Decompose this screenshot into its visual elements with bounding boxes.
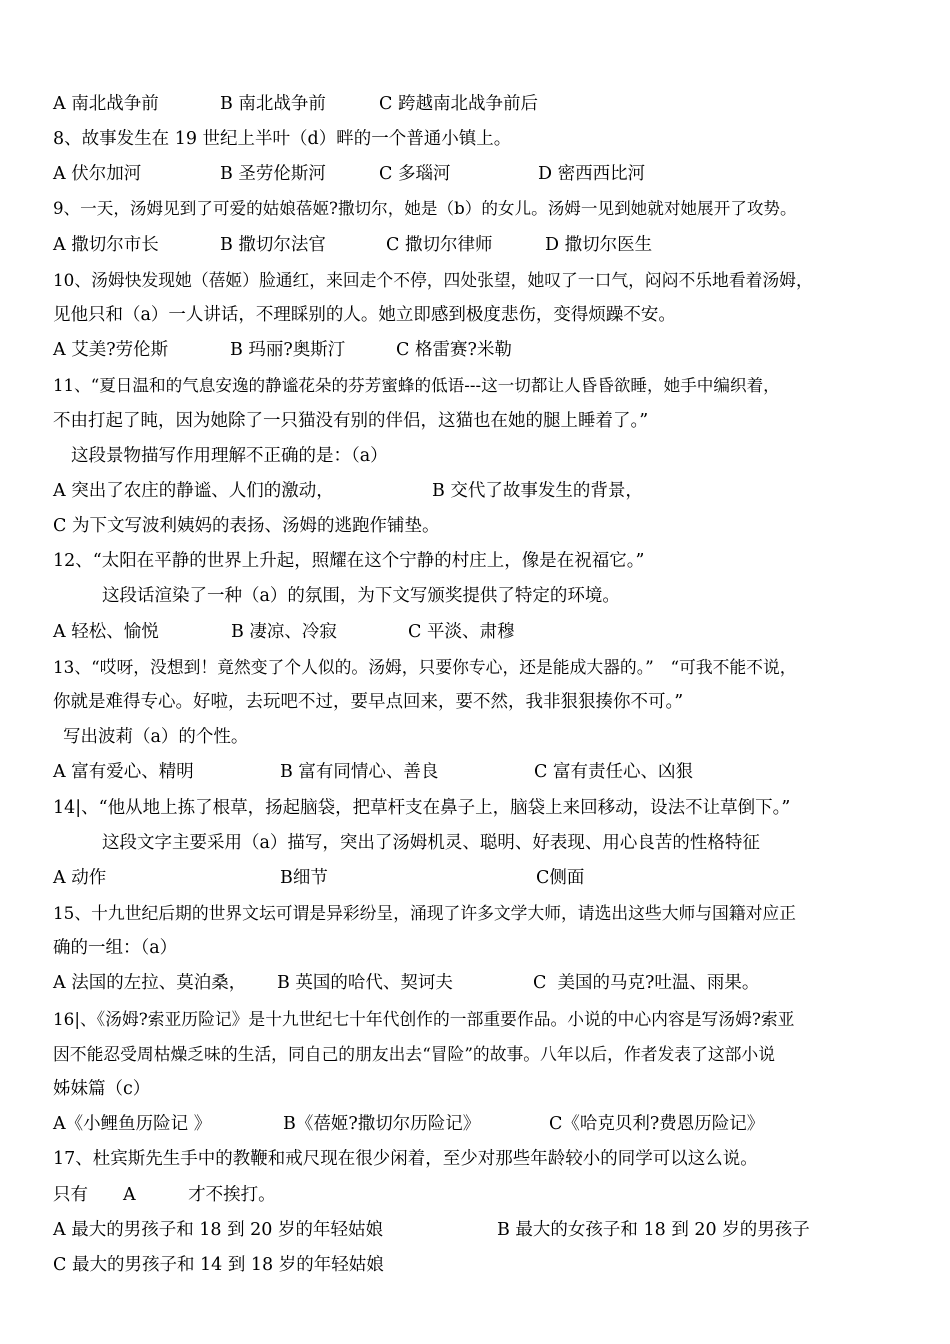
q8-option-b: B 圣劳伦斯河 [220, 164, 326, 184]
q7-option-c: C 跨越南北战争前后 [379, 94, 538, 114]
q16-stem-line-3: 姊妹篇（c） [53, 1079, 151, 1099]
q13-stem-line-2: 你就是难得专心。好啦，去玩吧不过，要早点回来，要不然，我非狠狠揍你不可。” [53, 692, 684, 712]
q17-option-c: C 最大的男孩子和 14 到 18 岁的年轻姑娘 [53, 1255, 384, 1275]
q13-stem-line-1: 13、“哎呀，没想到！竟然变了个人似的。汤姆，只要你专心，还是能成大器的。” “可我不能不说， [53, 657, 797, 677]
q8-stem: 8、故事发生在 19 世纪上半叶（d）畔的一个普通小镇上。 [53, 129, 512, 149]
q12-stem-line-2: 这段话渲染了一种（a）的氛围，为下文写颁奖提供了特定的环境。 [102, 586, 620, 606]
q7-option-b: B 南北战争前 [220, 94, 326, 114]
q17-stem-line-1: 17、杜宾斯先生手中的教鞭和戒尺现在很少闲着，至少对那些年龄较小的同学可以这么说。 [53, 1149, 758, 1169]
q11-stem-line-2: 不由打起了盹，因为她除了一只猫没有别的伴侣，这猫也在她的腿上睡着了。” [53, 411, 649, 431]
q8-option-a: A 伏尔加河 [53, 164, 142, 184]
q10-stem-line-1: 10、汤姆快发现她（蓓姬）脸通红，来回走个不停，四处张望，她叹了一口气，闷闷不乐地看着汤姆， [53, 270, 813, 290]
q11-option-c: C 为下文写波利姨妈的表扬、汤姆的逃跑作铺垫。 [53, 516, 440, 536]
q10-option-a: A 艾美?劳伦斯 [53, 340, 169, 360]
q13-option-c: C 富有责任心、凶狠 [534, 762, 693, 782]
q12-option-b: B 凄凉、冷寂 [231, 622, 337, 642]
q9-option-d: D 撒切尔医生 [545, 235, 653, 255]
q9-option-c: C 撒切尔律师 [386, 235, 493, 255]
q14-option-b: B细节 [280, 868, 328, 888]
q15-option-a: A 法国的左拉、莫泊桑， [53, 973, 247, 993]
q11-stem-line-1: 11、“夏日温和的气息安逸的静谧花朵的芬芳蜜蜂的低语---这一切都让人昏昏欲睡，她手中编织着， [53, 376, 780, 395]
q9-option-a: A 撒切尔市长 [53, 235, 159, 255]
q14-option-c: C侧面 [536, 868, 585, 888]
q16-option-c: C《哈克贝利?费恩历险记》 [549, 1114, 765, 1134]
q16-stem-line-2: 因不能忍受周枯燥乏味的生活，同自己的朋友出去“冒险”的故事。八年以后，作者发表了这部小说 [53, 1044, 775, 1064]
q16-option-b: B《蓓姬?撒切尔历险记》 [283, 1114, 481, 1134]
q17-option-a: A 最大的男孩子和 18 到 20 岁的年轻姑娘 [53, 1220, 383, 1240]
q13-option-a: A 富有爱心、精明 [53, 762, 194, 782]
q15-option-c: C 美国的马克?吐温、雨果。 [533, 973, 760, 993]
q7-option-a: A 南北战争前 [53, 94, 159, 114]
q12-option-c: C 平淡、肃穆 [408, 622, 515, 642]
q8-option-c: C 多瑙河 [379, 164, 451, 184]
q10-option-b: B 玛丽?奥斯汀 [230, 340, 346, 360]
q14-stem-line-1: 14|、“他从地上拣了根草，扬起脑袋，把草杆支在鼻子上，脑袋上来回移动，设法不让草倒下。” [53, 798, 791, 818]
q17-option-b: B 最大的女孩子和 18 到 20 岁的男孩子 [497, 1220, 810, 1240]
q14-stem-line-2: 这段文字主要采用（a）描写，突出了汤姆机灵、聪明、好表现、用心良苦的性格特征 [102, 833, 760, 853]
q15-stem-line-1: 15、十九世纪后期的世界文坛可谓是异彩纷呈，涌现了许多文学大师，请选出这些大师与国籍对应正 [53, 903, 796, 923]
q10-stem-line-2: 见他只和（a）一人讲话，不理睬别的人。她立即感到极度悲伤，变得烦躁不安。 [53, 305, 676, 325]
q12-stem-line-1: 12、“太阳在平静的世界上升起，照耀在这个宁静的村庄上，像是在祝福它。” [53, 551, 645, 571]
q14-option-a: A 动作 [53, 868, 107, 888]
q10-option-c: C 格雷赛?米勒 [396, 340, 512, 360]
q8-option-d: D 密西西比河 [538, 164, 646, 184]
q9-option-b: B 撒切尔法官 [220, 235, 326, 255]
q13-option-b: B 富有同情心、善良 [280, 762, 439, 782]
q16-option-a: A《小鲤鱼历险记 》 [53, 1114, 212, 1134]
q15-stem-line-2: 确的一组：（a） [53, 938, 178, 958]
q11-stem-line-3: 这段景物描写作用理解不正确的是：（a） [71, 446, 388, 466]
q11-option-a: A 突出了农庄的静谧、人们的激动， [53, 481, 334, 501]
q16-stem-line-1: 16|、《汤姆?索亚历险记》是十九世纪七十年代创作的一部重要作品。小说的中心内容是写汤姆?索亚 [53, 1009, 795, 1029]
q11-option-b: B 交代了故事发生的背景， [432, 481, 643, 501]
q15-option-b: B 英国的哈代、契诃夫 [277, 973, 453, 993]
q12-option-a: A 轻松、愉悦 [53, 622, 159, 642]
q9-stem: 9、一天，汤姆见到了可爱的姑娘蓓姬?撒切尔，她是（b）的女儿。汤姆一见到她就对她展开了攻势。 [53, 199, 797, 218]
q17-stem-line-2: 只有 A 才不挨打。 [53, 1185, 276, 1205]
q13-stem-line-3: 写出波莉（a）的个性。 [63, 727, 249, 747]
